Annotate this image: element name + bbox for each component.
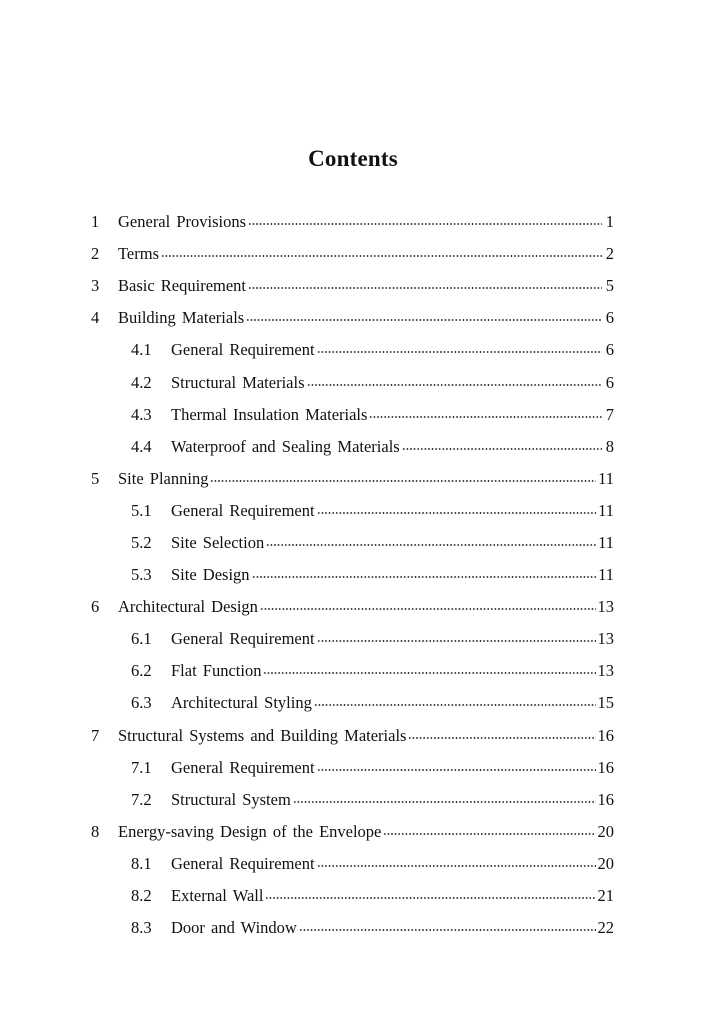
- toc-entry-page-number: 15: [597, 693, 614, 713]
- toc-entry-number: 6.3: [131, 693, 152, 713]
- toc-entry-title: Door and Window: [171, 918, 297, 938]
- dot-leader: [263, 672, 595, 674]
- toc-section-entry[interactable]: [0, 559, 706, 591]
- toc-entry-number: 6.2: [131, 661, 152, 681]
- toc-chapter-entry[interactable]: [0, 591, 706, 623]
- toc-entry-page-number: 20: [597, 821, 614, 841]
- toc-entry-title: Terms: [118, 244, 160, 264]
- toc-section-entry[interactable]: [0, 431, 706, 463]
- toc-entry-title: General Requirement: [171, 853, 315, 873]
- toc-entry-title: General Provisions: [118, 212, 247, 232]
- toc-entry-number: 2: [91, 244, 100, 264]
- dot-leader: [369, 416, 602, 418]
- toc-entry-page-number: 16: [597, 757, 614, 777]
- toc-chapter-entry[interactable]: [0, 720, 706, 752]
- toc-entry-number: 1: [91, 212, 100, 232]
- toc-entry-title: Structural Materials: [171, 372, 305, 392]
- dot-leader: [317, 865, 596, 867]
- toc-entry-title: Building Materials: [118, 308, 245, 328]
- toc-entry-number: 4.3: [131, 404, 152, 424]
- toc-chapter-entry[interactable]: [0, 302, 706, 334]
- dot-leader: [246, 319, 602, 321]
- dot-leader: [210, 480, 596, 482]
- toc-entry-page-number: 5: [605, 276, 614, 296]
- toc-entry-number: 5: [91, 468, 100, 488]
- toc-entry-number: 6.1: [131, 629, 152, 649]
- dot-leader: [314, 704, 596, 706]
- toc-entry-title: Site Design: [171, 565, 250, 585]
- dot-leader: [383, 833, 595, 835]
- toc-section-entry[interactable]: [0, 623, 706, 655]
- dot-leader: [252, 576, 597, 578]
- toc-section-entry[interactable]: [0, 655, 706, 687]
- toc-entry-title: Structural System: [171, 789, 291, 809]
- toc-entry-page-number: 16: [597, 789, 614, 809]
- toc-section-entry[interactable]: [0, 784, 706, 816]
- toc-entry-page-number: 21: [597, 886, 614, 906]
- toc-chapter-entry[interactable]: [0, 270, 706, 302]
- toc-entry-title: External Wall: [171, 886, 264, 906]
- toc-section-entry[interactable]: [0, 912, 706, 944]
- toc-entry-title: Energy-saving Design of the Envelope: [118, 821, 382, 841]
- dot-leader: [293, 801, 596, 803]
- toc-entry-page-number: 7: [605, 404, 614, 424]
- dot-leader: [317, 640, 596, 642]
- toc-chapter-entry[interactable]: [0, 463, 706, 495]
- toc-entry-page-number: 11: [598, 500, 614, 520]
- toc-entry-title: General Requirement: [171, 757, 315, 777]
- toc-entry-number: 4.2: [131, 372, 152, 392]
- dot-leader: [266, 544, 596, 546]
- toc-chapter-entry[interactable]: [0, 238, 706, 270]
- dot-leader: [248, 223, 602, 225]
- toc-entry-title: Flat Function: [171, 661, 262, 681]
- toc-entry-page-number: 16: [597, 725, 614, 745]
- toc-entry-number: 5.2: [131, 532, 152, 552]
- toc-entry-number: 4: [91, 308, 100, 328]
- dot-leader: [161, 255, 602, 257]
- toc-entry-title: General Requirement: [171, 629, 315, 649]
- toc-entry-title: Waterproof and Sealing Materials: [171, 436, 400, 456]
- toc-section-entry[interactable]: [0, 366, 706, 398]
- toc-entry-page-number: 1: [605, 212, 614, 232]
- toc-section-entry[interactable]: [0, 752, 706, 784]
- toc-entry-title: General Requirement: [171, 500, 315, 520]
- toc-entry-title: Site Planning: [118, 468, 209, 488]
- toc-section-entry[interactable]: [0, 687, 706, 719]
- toc-section-entry[interactable]: [0, 334, 706, 366]
- toc-entry-page-number: 6: [605, 372, 614, 392]
- dot-leader: [317, 351, 602, 353]
- toc-entry-number: 3: [91, 276, 100, 296]
- dot-leader: [317, 512, 597, 514]
- dot-leader: [402, 448, 602, 450]
- dot-leader: [307, 384, 602, 386]
- toc-entry-number: 7.2: [131, 789, 152, 809]
- toc-entry-number: 7: [91, 725, 100, 745]
- table-of-contents: [0, 206, 706, 944]
- toc-entry-page-number: 11: [598, 565, 614, 585]
- toc-entry-page-number: 6: [605, 340, 614, 360]
- toc-entry-page-number: 11: [598, 532, 614, 552]
- toc-entry-number: 4.4: [131, 436, 152, 456]
- toc-section-entry[interactable]: [0, 880, 706, 912]
- dot-leader: [248, 287, 602, 289]
- toc-section-entry[interactable]: [0, 527, 706, 559]
- dot-leader: [408, 737, 595, 739]
- toc-entry-title: Site Selection: [171, 532, 265, 552]
- toc-section-entry[interactable]: [0, 399, 706, 431]
- toc-entry-page-number: 11: [598, 468, 614, 488]
- page-title: Contents: [308, 146, 398, 171]
- toc-entry-number: 5.3: [131, 565, 152, 585]
- toc-entry-number: 8: [91, 821, 100, 841]
- dot-leader: [317, 769, 596, 771]
- toc-entry-page-number: 8: [605, 436, 614, 456]
- toc-entry-number: 7.1: [131, 757, 152, 777]
- toc-entry-number: 8.2: [131, 886, 152, 906]
- dot-leader: [299, 929, 596, 931]
- toc-entry-page-number: 6: [605, 308, 614, 328]
- toc-entry-page-number: 13: [597, 629, 614, 649]
- toc-entry-number: 5.1: [131, 500, 152, 520]
- toc-entry-page-number: 13: [597, 661, 614, 681]
- toc-entry-title: Architectural Design: [118, 597, 258, 617]
- dot-leader: [260, 608, 596, 610]
- toc-entry-title: Thermal Insulation Materials: [171, 404, 368, 424]
- toc-entry-title: Structural Systems and Building Materials: [118, 725, 407, 745]
- toc-entry-page-number: 20: [597, 853, 614, 873]
- toc-entry-title: Architectural Styling: [171, 693, 312, 713]
- toc-entry-number: 8.3: [131, 918, 152, 938]
- toc-entry-number: 6: [91, 597, 100, 617]
- toc-entry-page-number: 22: [597, 918, 614, 938]
- dot-leader: [265, 897, 595, 899]
- toc-section-entry[interactable]: [0, 848, 706, 880]
- toc-entry-page-number: 13: [597, 597, 614, 617]
- toc-entry-page-number: 2: [605, 244, 614, 264]
- toc-entry-title: Basic Requirement: [118, 276, 247, 296]
- toc-section-entry[interactable]: [0, 495, 706, 527]
- toc-chapter-entry[interactable]: [0, 816, 706, 848]
- toc-entry-number: 4.1: [131, 340, 152, 360]
- toc-chapter-entry[interactable]: [0, 206, 706, 238]
- toc-entry-title: General Requirement: [171, 340, 315, 360]
- toc-entry-number: 8.1: [131, 853, 152, 873]
